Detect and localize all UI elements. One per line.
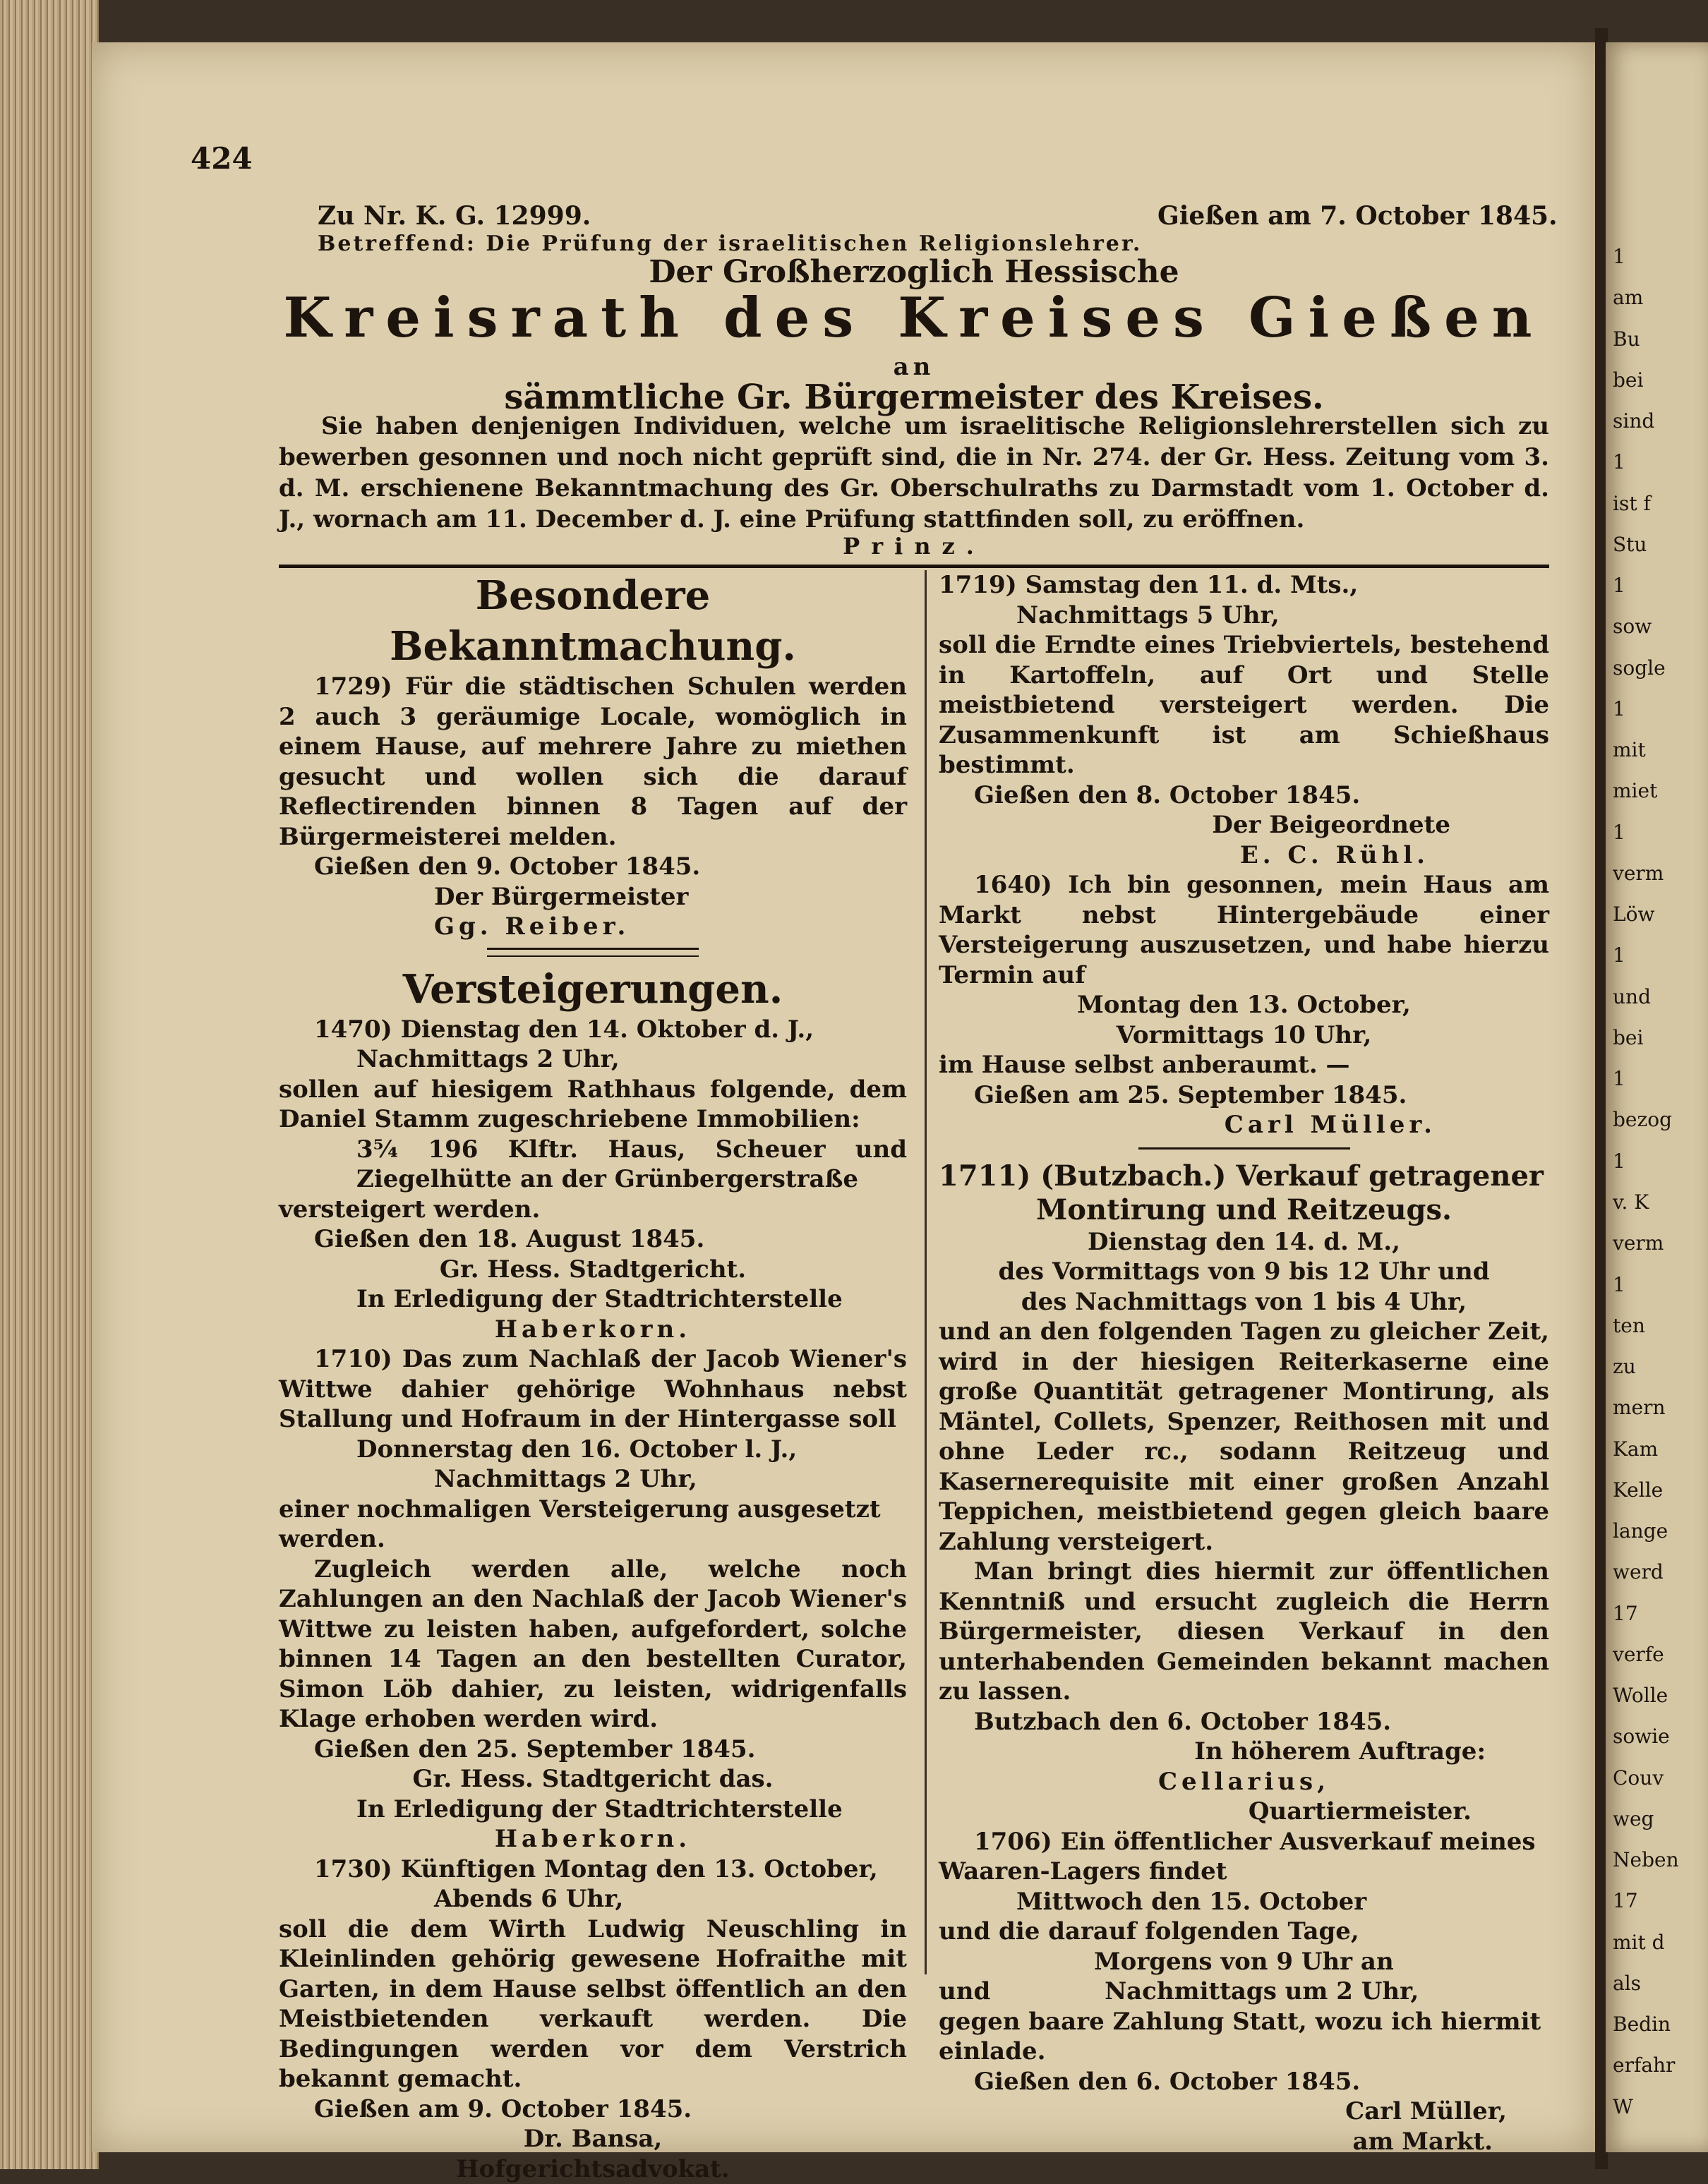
section-title-special: Besondere Bekanntmachung. bbox=[279, 570, 907, 672]
notice-end: versteigert werden. bbox=[279, 1195, 907, 1225]
signature-name: Dr. Bansa, bbox=[279, 2124, 907, 2154]
notice-line: einer nochmaligen Versteigerung ausgesetzt werden. bbox=[279, 1495, 907, 1555]
notice-heading: Montirung und Reitzeugs. bbox=[939, 1193, 1549, 1227]
notice-1719 bbox=[939, 570, 1549, 601]
next-page-text-fragment: 1 bbox=[1613, 452, 1625, 472]
next-page-text-fragment: Wolle bbox=[1613, 1686, 1668, 1706]
signature-name: Carl Müller. bbox=[939, 1110, 1549, 1140]
next-page-fragment bbox=[1606, 42, 1708, 2152]
notice-date: Gießen am 9. October 1845. bbox=[279, 2094, 907, 2125]
next-page-text-fragment: erfahr bbox=[1613, 2056, 1675, 2075]
column-divider bbox=[925, 570, 927, 1974]
property-item bbox=[279, 1135, 907, 1195]
next-page-text-fragment: bezog bbox=[1613, 1110, 1672, 1130]
right-column bbox=[939, 570, 1549, 2156]
next-page-text-fragment: Löw bbox=[1613, 905, 1654, 924]
next-page-text-fragment: werd bbox=[1613, 1562, 1664, 1582]
notice-1711 bbox=[939, 1159, 1549, 1193]
next-page-text-fragment: mern bbox=[1613, 1398, 1666, 1418]
section-title-auctions: Versteigerungen. bbox=[279, 964, 907, 1015]
signature-name: Carl Müller, bbox=[939, 2096, 1549, 2127]
signature-name: E. C. Rühl. bbox=[939, 840, 1549, 871]
notice-date-line: Künftigen Montag den 13. October, bbox=[401, 1855, 878, 1883]
header-rule bbox=[279, 565, 1549, 568]
notice-text: sollen auf hiesigem Rathhaus folgende, dem Daniel Stamm zugeschriebene Immobilien: bbox=[279, 1075, 907, 1135]
next-page-text-fragment: am bbox=[1613, 288, 1643, 308]
notice-date-line: Mittwoch den 15. October bbox=[939, 1887, 1549, 1917]
next-page-text-fragment: 1 bbox=[1613, 1275, 1625, 1295]
notice-number: 1711) bbox=[939, 1159, 1030, 1193]
next-page-text-fragment: sogle bbox=[1613, 658, 1666, 678]
notice-time-line: Nachmittags 2 Uhr, bbox=[279, 1044, 907, 1075]
next-page-text-fragment: 1 bbox=[1613, 1152, 1625, 1171]
notice-text: und an den folgenden Tagen zu gleicher Zeit, wird in der hiesigen Reiterkaserne eine große Quantität getragener Montirung, als Mäntel, Collets, Spenzer, Reithosen mit und ohne Leder rc., sodann Reitzeug und Kasernerequisite mit einer großen Anzahl Teppichen, meistbietend gegen gleich baare Zahlung versteigert. bbox=[939, 1317, 1549, 1557]
signature-line: Der Bürgermeister bbox=[279, 882, 907, 912]
next-page-text-fragment: 17 bbox=[1613, 1891, 1638, 1911]
next-page-text-fragment: 1 bbox=[1613, 946, 1625, 965]
next-page-text-fragment: ist f bbox=[1613, 494, 1651, 514]
next-page-text-fragment: bei bbox=[1613, 370, 1643, 390]
next-page-text-fragment: mit bbox=[1613, 740, 1646, 760]
next-page-text-fragment: Bedin bbox=[1613, 2015, 1671, 2034]
next-page-text-fragment: bei bbox=[1613, 1028, 1643, 1048]
recipients-line: sämmtliche Gr. Bürgermeister des Kreises. bbox=[279, 378, 1549, 417]
notice-time-line: Nachmittags 5 Uhr, bbox=[939, 601, 1549, 631]
next-page-text-fragment: Bu bbox=[1613, 330, 1640, 349]
next-page-text-fragment: 1 bbox=[1613, 1069, 1625, 1089]
notice-date: Gießen den 6. October 1845. bbox=[939, 2067, 1549, 2097]
next-page-text-fragment: 17 bbox=[1613, 1604, 1638, 1624]
notice-text: Ein öffentlicher Ausverkauf meines Waaren-Lagers findet bbox=[939, 1828, 1536, 1886]
signature-line: Gr. Hess. Stadtgericht. bbox=[279, 1255, 907, 1285]
next-page-text-fragment: Stu bbox=[1613, 535, 1647, 555]
property-desc: 196 Klftr. Haus, Scheuer und Ziegelhütte an der Grünbergerstraße bbox=[356, 1135, 907, 1194]
notice-line: gegen baare Zahlung Statt, wozu ich hiermit einlade. bbox=[939, 2007, 1549, 2067]
signature-line: Gr. Hess. Stadtgericht das. bbox=[279, 1764, 907, 1794]
reference-number: Zu Nr. K. G. 12999. bbox=[318, 201, 591, 231]
next-page-text-fragment: Kelle bbox=[1613, 1480, 1663, 1500]
book-page-edges bbox=[0, 0, 99, 2169]
notice-number: 1640) bbox=[974, 871, 1052, 899]
notice-number: 1719) bbox=[939, 571, 1017, 599]
notice-heading: Verkauf getragener bbox=[1236, 1159, 1544, 1193]
notice-1706 bbox=[939, 1827, 1549, 1887]
notice-date-line: Montag den 13. October, bbox=[939, 990, 1549, 1020]
next-page-text-fragment: zu bbox=[1613, 1357, 1636, 1377]
separator-rule bbox=[1138, 1147, 1350, 1150]
notice-text: Zugleich werden alle, welche noch Zahlungen an den Nachlaß der Jacob Wiener's Wittwe zu leisten haben, aufgefordert, solche binnen 14 Tagen an den bestellten Curator, Simon Löb dahier, zu leisten, widrigenfalls Klage erhoben werden wird. bbox=[279, 1555, 907, 1734]
left-column bbox=[279, 570, 907, 2184]
next-page-text-fragment: Kam bbox=[1613, 1440, 1658, 1459]
property-fraction: 3⁵⁄₄ bbox=[356, 1135, 398, 1164]
page-number: 424 bbox=[191, 141, 253, 176]
notice-1729 bbox=[279, 672, 907, 852]
next-page-text-fragment: sind bbox=[1613, 411, 1654, 431]
next-page-text-fragment: verfe bbox=[1613, 1645, 1664, 1665]
next-page-text-fragment: miet bbox=[1613, 781, 1657, 801]
next-page-text-fragment: ten bbox=[1613, 1316, 1645, 1336]
notice-time-line: Nachmittags 2 Uhr, bbox=[279, 1464, 907, 1495]
notice-date: Gießen den 9. October 1845. bbox=[279, 852, 907, 882]
signature-line: Der Beigeordnete bbox=[939, 810, 1549, 840]
notice-text: soll die dem Wirth Ludwig Neuschling in Kleinlinden gehörig gewesene Hofraithe mit Garten, in dem Hause selbst öffentlich an den Meistbietenden verkauft werden. Die Bedingungen werden vor dem Verstrich bekannt gemacht. bbox=[279, 1914, 907, 2094]
notice-text: Für die städtischen Schulen werden 2 auch 3 geräumige Locale, womöglich in einem Hause, auf mehrere Jahre zu miethen gesucht und wollen sich die darauf Reflectirenden binnen 8 Tagen auf der Bürgermeisterei melden. bbox=[279, 672, 907, 851]
next-page-text-fragment: weg bbox=[1613, 1809, 1654, 1829]
next-page-text-fragment: 1 bbox=[1613, 247, 1625, 267]
next-page-text-fragment: 1 bbox=[1613, 823, 1625, 843]
notice-text: Man bringt dies hiermit zur öffentlichen Kenntniß und ersucht zugleich die Herrn Bürgermeister, diesen Verkauf in den unterhabenden Gemeinden bekannt machen zu lassen. bbox=[939, 1557, 1549, 1707]
next-page-text-fragment: 1 bbox=[1613, 699, 1625, 719]
signature-line: In Erledigung der Stadtrichterstelle bbox=[279, 1284, 907, 1315]
notice-number: 1470) bbox=[314, 1015, 392, 1044]
notice-time-line: Vormittags 10 Uhr, bbox=[939, 1020, 1549, 1051]
signature-prinz: Prinz. bbox=[279, 533, 1549, 560]
next-page-text-fragment: verm bbox=[1613, 864, 1664, 883]
notice-line: und die darauf folgenden Tage, bbox=[939, 1917, 1549, 1947]
signature-title: Quartiermeister. bbox=[939, 1797, 1549, 1827]
notice-place: (Butzbach.) bbox=[1040, 1159, 1226, 1193]
notice-word: und bbox=[939, 1977, 990, 2005]
next-page-text-fragment: mit d bbox=[1613, 1933, 1665, 1953]
notice-1730 bbox=[279, 1854, 907, 1885]
notice-time-line: Morgens von 9 Uhr an bbox=[939, 1947, 1549, 1977]
signature-name: Haberkorn. bbox=[279, 1315, 907, 1345]
next-page-text-fragment: Couv bbox=[1613, 1768, 1664, 1788]
notice-date-line: Donnerstag den 16. October l. J., bbox=[279, 1435, 907, 1465]
signature-name: Haberkorn. bbox=[279, 1824, 907, 1854]
signature-name: Gg. Reiber. bbox=[279, 912, 907, 942]
notice-date: Gießen den 8. October 1845. bbox=[939, 780, 1549, 811]
signature-line: In höherem Auftrage: bbox=[939, 1737, 1549, 1767]
next-page-text-fragment: Neben bbox=[1613, 1850, 1679, 1870]
notice-line: im Hause selbst anberaumt. — bbox=[939, 1050, 1549, 1080]
notice-text: Ich bin gesonnen, mein Haus am Markt nebst Hintergebäude einer Versteigerung auszusetzen, und habe hierzu Termin auf bbox=[939, 871, 1549, 989]
notice-1710 bbox=[279, 1344, 907, 1435]
notice-time-line bbox=[939, 1977, 1549, 2007]
next-page-text-fragment: v. K bbox=[1613, 1193, 1649, 1212]
signature-line: In Erledigung der Stadtrichterstelle bbox=[279, 1794, 907, 1825]
notice-number: 1706) bbox=[974, 1828, 1052, 1856]
signature-title: am Markt. bbox=[939, 2127, 1549, 2157]
next-page-text-fragment: sowie bbox=[1613, 1727, 1670, 1746]
notice-date: Gießen den 25. September 1845. bbox=[279, 1734, 907, 1765]
notice-date: Gießen den 18. August 1845. bbox=[279, 1224, 907, 1255]
next-page-text-fragment: 1 bbox=[1613, 576, 1625, 596]
next-page-text-fragment: lange bbox=[1613, 1521, 1668, 1541]
notice-number: 1729) bbox=[314, 672, 392, 701]
notice-time-line: Abends 6 Uhr, bbox=[279, 1884, 907, 1914]
notice-1640 bbox=[939, 870, 1549, 990]
notice-date-line: Samstag den 11. d. Mts., bbox=[1026, 571, 1359, 599]
notice-date-line: Dienstag den 14. d. M., bbox=[939, 1227, 1549, 1257]
notice-date: Gießen am 25. September 1845. bbox=[939, 1080, 1549, 1111]
notice-1470 bbox=[279, 1015, 907, 1045]
double-rule bbox=[487, 948, 699, 957]
next-page-text-fragment: sow bbox=[1613, 617, 1652, 637]
notice-number: 1730) bbox=[314, 1855, 392, 1883]
header-place-date: Gießen am 7. October 1845. bbox=[1157, 201, 1558, 231]
issuer-line: Der Großherzoglich Hessische bbox=[279, 254, 1549, 290]
notice-time-line: des Nachmittags von 1 bis 4 Uhr, bbox=[939, 1287, 1549, 1317]
next-page-text-fragment: als bbox=[1613, 1974, 1641, 1993]
authority-title: Kreisrath des Kreises Gießen bbox=[279, 286, 1549, 350]
notice-text: Das zum Nachlaß der Jacob Wiener's Wittwe dahier gehörige Wohnhaus nebst Stallung und Hofraum in der Hintergasse soll bbox=[279, 1345, 907, 1433]
notice-date: Butzbach den 6. October 1845. bbox=[939, 1707, 1549, 1737]
next-page-text-fragment: W bbox=[1613, 2097, 1633, 2117]
next-page-text-fragment: und bbox=[1613, 987, 1651, 1007]
notice-time-line: des Vormittags von 9 bis 12 Uhr und bbox=[939, 1257, 1549, 1287]
signature-title: Hofgerichtsadvokat. bbox=[279, 2154, 907, 2184]
notice-time: Nachmittags um 2 Uhr, bbox=[999, 1977, 1419, 2005]
notice-text: soll die Erndte eines Triebviertels, bestehend in Kartoffeln, auf Ort und Stelle meistbietend versteigert werden. Die Zusammenkunft ist am Schießhaus bestimmt. bbox=[939, 630, 1549, 780]
next-page-text-fragment: verm bbox=[1613, 1233, 1664, 1253]
subject-line: Betreffend: Die Prüfung der israelitischen Religionslehrer. bbox=[318, 231, 1142, 256]
notice-number: 1710) bbox=[314, 1345, 392, 1373]
an-line: an bbox=[279, 353, 1549, 381]
announcement-body: Sie haben denjenigen Individuen, welche um israelitische Religionslehrerstellen sich zu bewerben gesonnen und noch nicht geprüft sind, die in Nr. 274. der Gr. Hess. Zeitung vom 3. d. M. erschienene Bekanntmachung des Gr. Oberschulraths zu Darmstadt vom 1. October d. J., wornach am 11. December d. J. eine Prüfung stattfinden soll, zu eröffnen. bbox=[279, 411, 1549, 535]
notice-date-line: Dienstag den 14. Oktober d. J., bbox=[401, 1015, 814, 1044]
signature-name: Cellarius, bbox=[939, 1767, 1549, 1797]
